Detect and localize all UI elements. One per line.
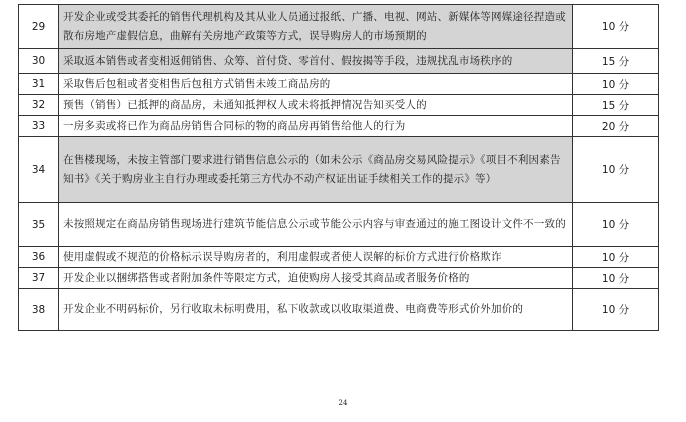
violation-description: 开发企业或受其委托的销售代理机构及其从业人员通过报纸、广播、电视、网站、新媒体等网媒途径捏造或散布房地产虚假信息，曲解有关房地产政策等方式，误导购房人的市场预期的: [59, 5, 573, 49]
violation-description: 采取售后包租或者变相售后包租方式销售未竣工商品房的: [59, 74, 573, 95]
table-row: [19, 95, 659, 116]
table-row: [19, 268, 659, 289]
violation-description: 一房多卖或将已作为商品房销售合同标的物的商品房再销售给他人的行为: [59, 116, 573, 137]
violation-description: 在售楼现场，未按主管部门要求进行销售信息公示的（如未公示《商品房交易风险提示》《项目不利因素告知书》《关于购房业主自行办理或委托第三方代办不动产权证出证手续相关工作的提示》等）: [59, 137, 573, 203]
deduction-score: 20 分: [573, 116, 659, 137]
deduction-score: 10 分: [573, 289, 659, 331]
row-number: 30: [19, 49, 59, 74]
table-row: [19, 5, 659, 49]
table-row: [19, 203, 659, 247]
deduction-score: 10 分: [573, 5, 659, 49]
violation-description: 采取返本销售或者变相返佣销售、众筹、首付贷、零首付、假按揭等手段，违规扰乱市场秩序的: [59, 49, 573, 74]
deduction-score: 10 分: [573, 203, 659, 247]
table-row: [19, 74, 659, 95]
violation-description: 开发企业以捆绑搭售或者附加条件等限定方式，迫使购房人接受其商品或者服务价格的: [59, 268, 573, 289]
row-number: 37: [19, 268, 59, 289]
deduction-score: 15 分: [573, 95, 659, 116]
row-number: 38: [19, 289, 59, 331]
row-number: 29: [19, 5, 59, 49]
violation-description: 使用虚假或不规范的价格标示误导购房者的，利用虚假或者使人误解的标价方式进行价格欺诈: [59, 247, 573, 268]
row-number: 33: [19, 116, 59, 137]
deduction-score: 10 分: [573, 74, 659, 95]
violation-description: 开发企业不明码标价，另行收取未标明费用，私下收款或以收取渠道费、电商费等形式价外加价的: [59, 289, 573, 331]
page-number: 24: [338, 399, 348, 407]
penalty-table: [18, 4, 659, 331]
table-row: [19, 49, 659, 74]
table-row: [19, 289, 659, 331]
deduction-score: 10 分: [573, 247, 659, 268]
row-number: 34: [19, 137, 59, 203]
deduction-score: 10 分: [573, 137, 659, 203]
row-number: 36: [19, 247, 59, 268]
row-number: 31: [19, 74, 59, 95]
table-row: [19, 247, 659, 268]
row-number: 32: [19, 95, 59, 116]
row-number: 35: [19, 203, 59, 247]
table-row: [19, 116, 659, 137]
deduction-score: 10 分: [573, 268, 659, 289]
violation-description: 未按照规定在商品房销售现场进行建筑节能信息公示或节能公示内容与审查通过的施工图设计文件不一致的: [59, 203, 573, 247]
violation-description: 预售（销售）已抵押的商品房，未通知抵押权人或未将抵押情况告知买受人的: [59, 95, 573, 116]
deduction-score: 15 分: [573, 49, 659, 74]
table-row: [19, 137, 659, 203]
